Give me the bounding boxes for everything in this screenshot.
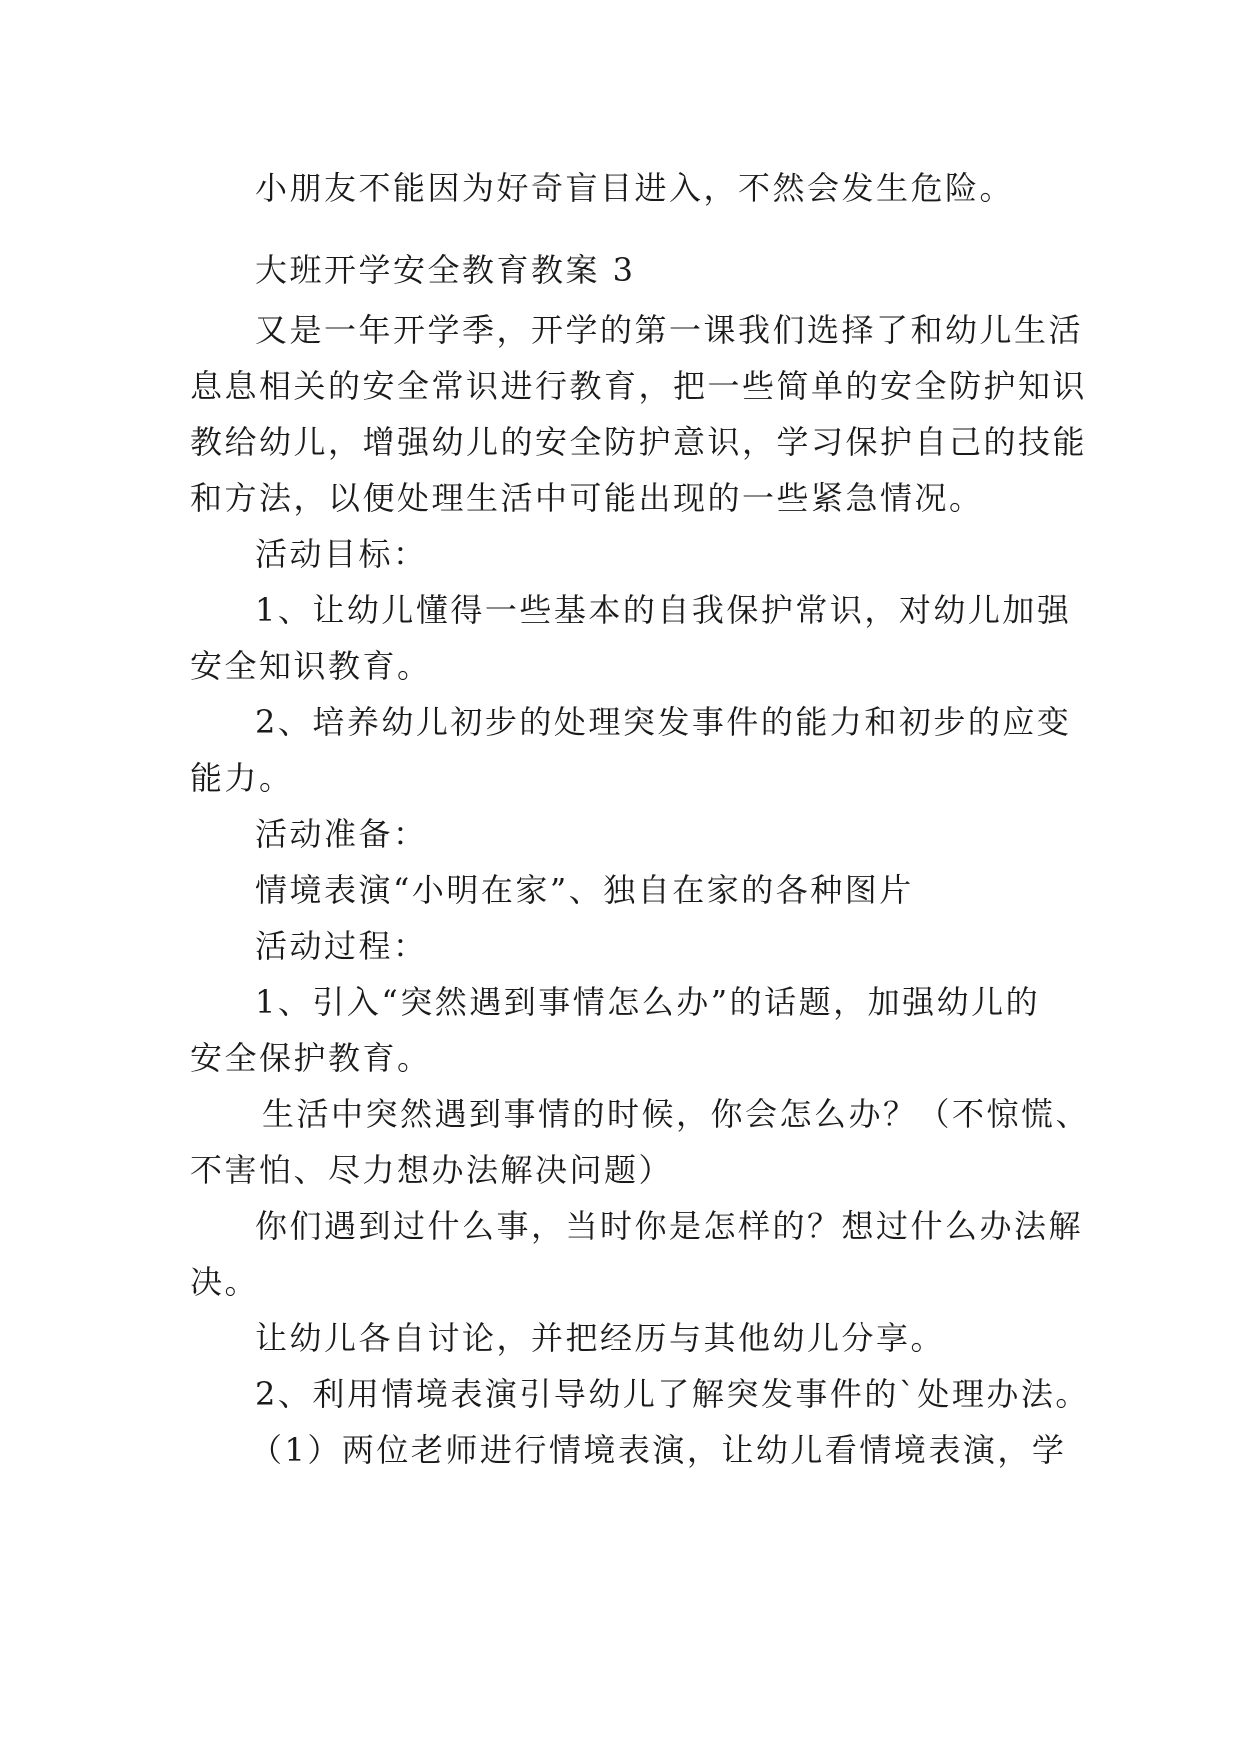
paragraph-line: 决。 xyxy=(190,1263,260,1301)
paragraph-line: 2、利用情境表演引导幼儿了解突发事件的`处理办法。 xyxy=(255,1375,1090,1413)
paragraph-line: 你们遇到过什么事，当时你是怎样的？想过什么办法解 xyxy=(255,1207,1084,1245)
paragraph-line: 小朋友不能因为好奇盲目进入，不然会发生危险。 xyxy=(255,169,1015,207)
paragraph-line: 1、引入“突然遇到事情怎么办”的话题，加强幼儿的 xyxy=(255,983,1041,1021)
paragraph-line: 和方法，以便处理生活中可能出现的一些紧急情况。 xyxy=(190,479,984,517)
paragraph-line: 安全保护教育。 xyxy=(190,1039,432,1077)
paragraph-line: 情境表演“小明在家”、独自在家的各种图片 xyxy=(255,871,914,909)
paragraph-line: 能力。 xyxy=(190,759,294,797)
paragraph-line: 2、培养幼儿初步的处理突发事件的能力和初步的应变 xyxy=(255,703,1072,741)
paragraph-line: 教给幼儿，增强幼儿的安全防护意识，学习保护自己的技能 xyxy=(190,423,1088,461)
subheading-objectives: 活动目标： xyxy=(255,535,428,573)
section-heading: 大班开学安全教育教案 3 xyxy=(255,251,636,289)
paragraph-line: （1）两位老师进行情境表演，让幼儿看情境表演，学 xyxy=(250,1431,1067,1469)
paragraph-line: 生活中突然遇到事情的时候，你会怎么办？（不惊慌、 xyxy=(262,1095,1091,1133)
paragraph-line: 又是一年开学季，开学的第一课我们选择了和幼儿生活 xyxy=(255,311,1084,349)
subheading-process: 活动过程： xyxy=(255,927,428,965)
paragraph-line: 1、让幼儿懂得一些基本的自我保护常识，对幼儿加强 xyxy=(255,591,1072,629)
paragraph-line: 安全知识教育。 xyxy=(190,647,432,685)
paragraph-line: 不害怕、尽力想办法解决问题） xyxy=(190,1151,674,1189)
paragraph-line: 让幼儿各自讨论，并把经历与其他幼儿分享。 xyxy=(255,1319,946,1357)
subheading-preparation: 活动准备： xyxy=(255,815,428,853)
paragraph-line: 息息相关的安全常识进行教育，把一些简单的安全防护知识 xyxy=(190,367,1088,405)
